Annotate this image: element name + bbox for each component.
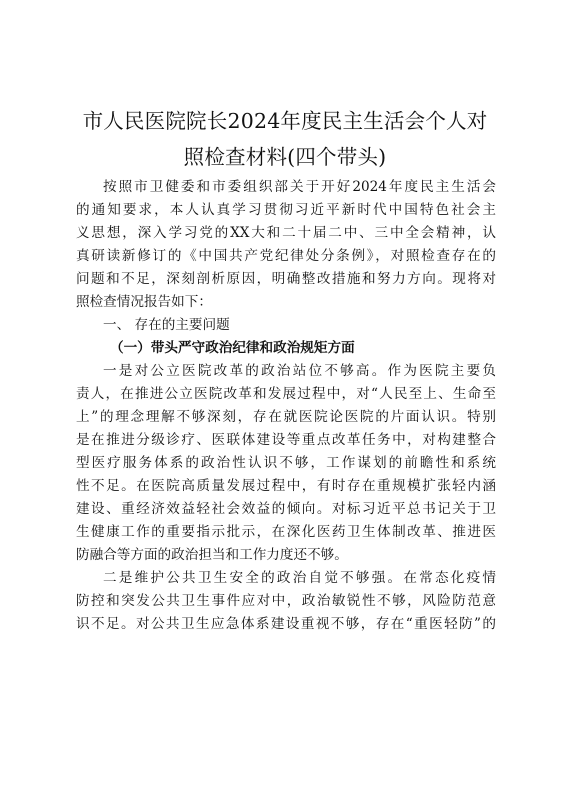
intro-line-3: 义思想，深入学习党的XX大和二十届二中、三中全会精神，认 [76,225,496,241]
subsection-heading: （一）带头严守政治纪律和政治规矩方面 [110,340,355,356]
intro-line-5: 问题和不足，深刻剖析原因，明确整改措施和努力方向。现将对 [76,271,496,287]
para1-line-6: 性不足。在医院高质量发展过程中，有时存在重规模扩张轻内涵 [76,478,496,494]
intro-line-6: 照检查情况报告如下： [76,294,212,310]
para2-line-1: 二是维护公共卫生安全的政治自觉不够强。在常态化疫情 [103,570,496,586]
para1-line-9: 防融合等方面的政治担当和工作力度还不够。 [76,547,348,563]
para1-line-4: 是在推进分级诊疗、医联体建设等重点改革任务中，对构建整合 [76,432,496,448]
document-title-line-1: 市人民医院院长2024年度民主生活会个人对 [82,109,488,133]
para1-line-8: 生健康工作的重要指示批示，在深化医药卫生体制改革、推进医 [76,524,496,540]
para1-line-5: 型医疗服务体系的政治性认识不够，工作谋划的前瞻性和系统 [76,455,496,471]
intro-line-1: 按照市卫健委和市委组织部关于开好2024年度民主生活会 [103,179,496,195]
para1-line-7: 建设、重经济效益轻社会效益的倾向。对标习近平总书记关于卫 [76,501,496,517]
intro-line-2: 的通知要求，本人认真学习贯彻习近平新时代中国特色社会主 [76,202,496,218]
intro-line-4: 真研读新修订的《中国共产党纪律处分条例》，对照检查存在的 [76,248,496,264]
para1-line-1: 一是对公立医院改革的政治站位不够高。作为医院主要负 [103,363,496,379]
para1-line-3: 上”的理念理解不够深刻，存在就医院论医院的片面认识。特别 [76,409,496,425]
section-heading: 一、 存在的主要问题 [103,317,230,333]
document-title-line-2: 照检查材料(四个带头) [183,145,387,169]
para2-line-2: 防控和突发公共卫生事件应对中，政治敏锐性不够，风险防范意 [76,593,496,609]
para2-line-3: 识不足。对公共卫生应急体系建设重视不够，存在“重医轻防”的 [76,616,496,632]
para1-line-2: 责人，在推进公立医院改革和发展过程中，对“人民至上、生命至 [76,386,496,402]
